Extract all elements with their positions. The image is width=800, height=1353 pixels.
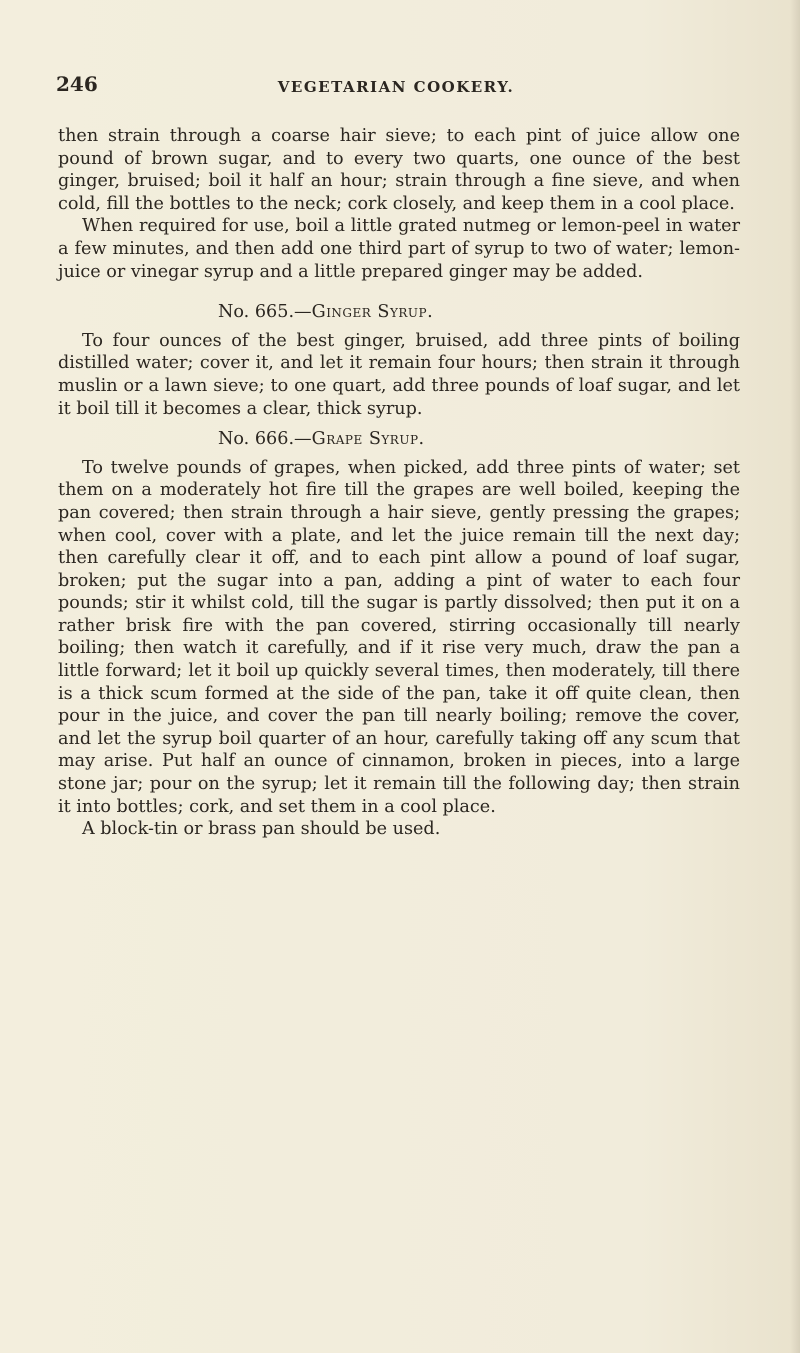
paragraph-grape-syrup: To twelve pounds of grapes, when picked, add three pints of water; set them on a moderately hot fire till the grapes are well boiled, keeping the pan covered; then strain through a hair sieve, gently pressing the grapes; when cool, cover with a plate, and let the juice remain till the next day; then carefully clear it off, and to each pint allow a pound of loaf sugar, broken; put the sugar into a pan, adding a pint of water to each four pounds; stir it whilst cold, till the sugar is partly dissolved; then put it on a rather brisk fire with the pan covered, stirring occasionally till nearly boiling; then watch it carefully, and if it rise very much, draw the pan a little forward; let it boil up quickly several times, then moderately, till there is a thick scum formed at the side of the pan, take it off quite clean, then pour in the juice, and cover the pan till nearly boiling; remove the cover, and let the syrup boil quarter of an hour, carefully taking off any scum that may arise. Put half an ounce of cinnamon, broken in pieces, into a large stone jar; pour on the syrup; let it remain till the following day; then strain it into bottles; cork, and set them in a cool place.	[58, 457, 740, 817]
page-number: 246	[56, 72, 98, 96]
paragraph-pan-note: A block-tin or brass pan should be used.	[82, 819, 441, 840]
recipe-heading-665	[58, 301, 740, 324]
paragraph-ginger-syrup: To four ounces of the best ginger, bruised, add three pints of boiling distilled water; cover it, and let it remain four hours; then strain it through muslin or a lawn sieve; to one quart, add three pounds of loaf sugar, and let it boil till it becomes a clear, thick syrup.	[58, 330, 740, 419]
page-header	[56, 72, 736, 102]
paragraph-continued: then strain through a coarse hair sieve; to each pint of juice allow one pound of brown sugar, and to every two quarts, one ounce of the best ginger, bruised; boil it half an hour; strain through a fine sieve, and when cold, fill the bottles to the neck; cork closely, and keep them in a cool place.	[58, 126, 740, 214]
page-edge-shadow	[790, 0, 800, 1353]
recipe-number-666: No. 666.—	[218, 429, 312, 450]
recipe-heading-666	[58, 428, 740, 451]
page-body	[58, 125, 740, 841]
recipe-title-665: Ginger Syrup.	[311, 302, 434, 323]
paragraph-usage: When required for use, boil a little grated nutmeg or lemon-peel in water a few minutes, and then add one third part of syrup to two of water; lemon-juice or vinegar syrup and a little prepared ginger may be added.	[58, 216, 740, 282]
running-title: VEGETARIAN COOKERY.	[277, 78, 515, 96]
recipe-number-665: No. 665.—	[218, 302, 312, 323]
recipe-title-666: Grape Syrup.	[311, 429, 425, 450]
